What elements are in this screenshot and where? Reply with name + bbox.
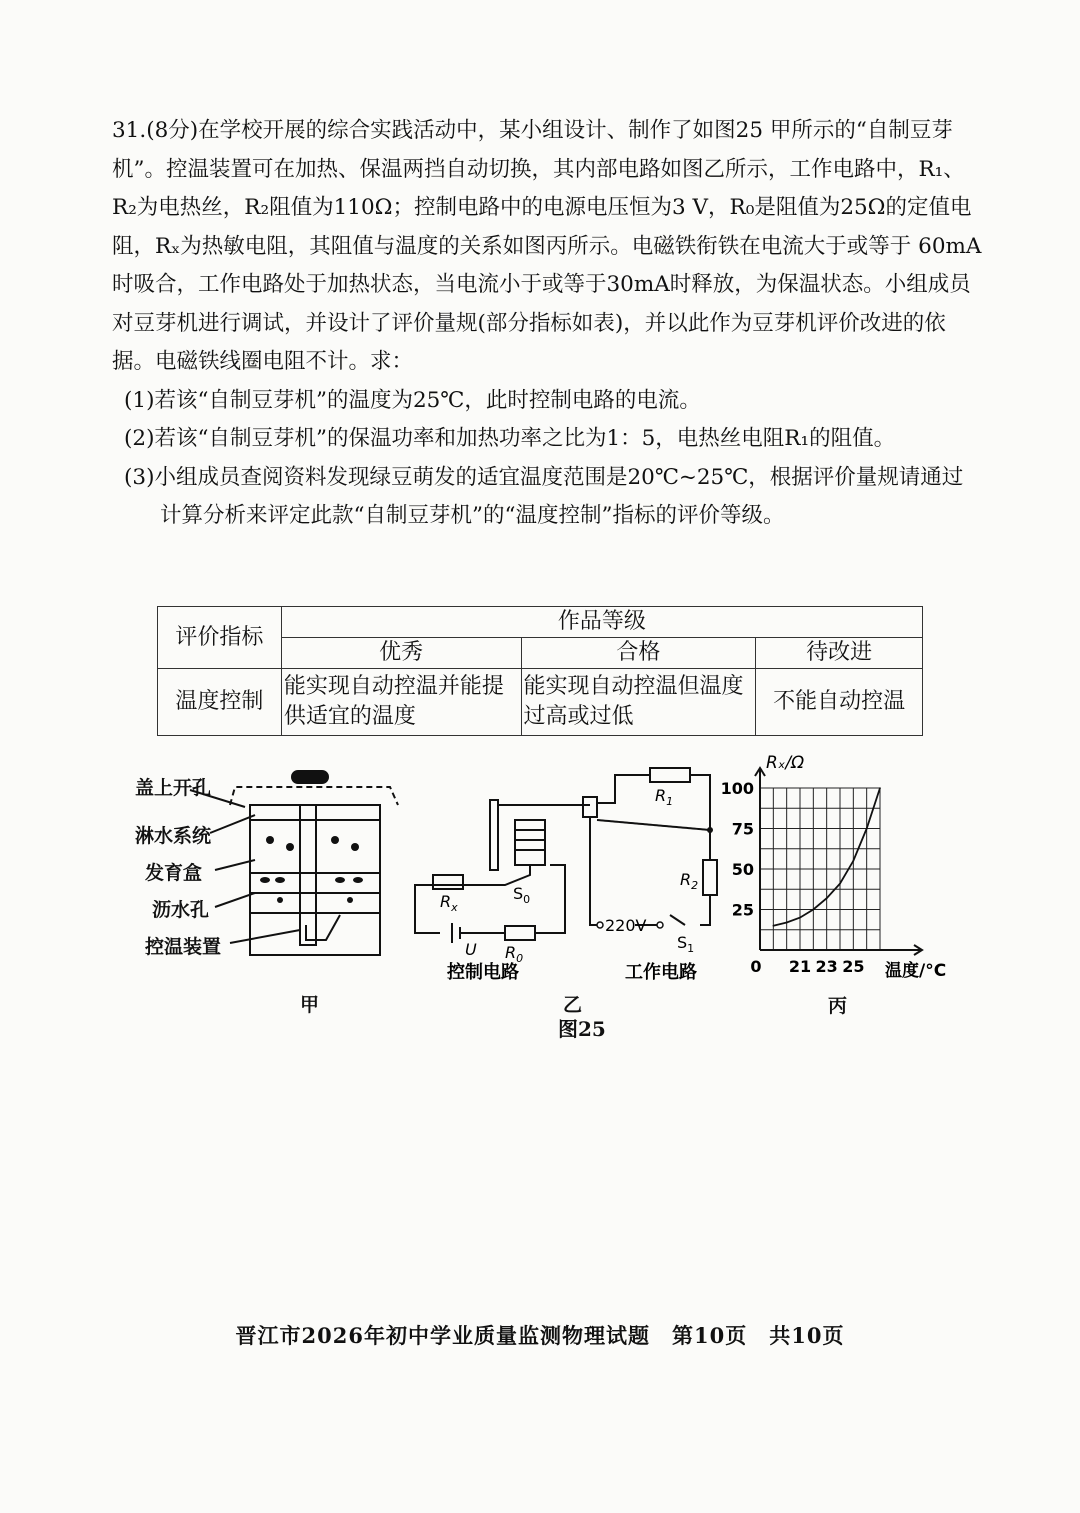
grade-excellent: 优秀: [281, 638, 521, 669]
data-point: [813, 909, 815, 911]
label-drain-hole: 沥水孔: [152, 899, 210, 921]
x-tick-label: 25: [842, 957, 865, 976]
cell-excellent: 能实现自动控温并能提供适宜的温度: [281, 669, 521, 736]
data-point: [879, 787, 881, 789]
table-row: [158, 669, 923, 736]
header-grade: 作品等级: [281, 607, 922, 638]
sprouter-drawing: [130, 765, 410, 965]
sub-question-3: (3)小组成员查阅资料发现绿豆萌发的适宜温度范围是20℃~25℃，根据评价量规请通过计算分析来评定此款“自制豆芽机”的“温度控制”指标的评价等级。: [124, 464, 964, 528]
data-point: [786, 922, 788, 924]
data-point: [853, 860, 855, 862]
data-point: [799, 917, 801, 919]
label-R0: $R_0$: [505, 943, 524, 965]
question-stem: 31.(8分)在学校开展的综合实践活动中，某小组设计、制作了如图25 甲所示的“自制豆芽机”。控温装置可在加热、保温两挡自动切换，其内部电路如图乙所示，工作电路中，R₁、R₂为电热丝，R₂阻值为110Ω；控制电路中的电源电压恒为3 V，R₀是阻值为25Ω的定值电阻，Rₓ为热敏电阻，其阻值与温度的关系如图丙所示。电磁铁衔铁在电流大于或等于 60mA时吸合，工作电路处于加热状态，当电流小于或等于30mA时释放，为保温状态。小组成员对豆芽机进行调试，并设计了评价量规(部分指标如表)，并以此作为豆芽机评价改进的依据。电磁铁线圈电阻不计。求：: [112, 118, 982, 374]
label-control-circuit: 控制电路: [447, 962, 519, 980]
label-growth-box: 发育盒: [145, 862, 203, 884]
chart-ylabel: Rₓ/Ω: [766, 753, 805, 773]
page-footer: 晋江市2026年初中学业质量监测物理试题 第10页 共10页: [235, 1323, 845, 1348]
caption-jia: 甲: [300, 994, 320, 1016]
sub-question-1: (1)若该“自制豆芽机”的温度为25℃，此时控制电路的电流。: [124, 387, 701, 413]
label-temp-device: 控温装置: [145, 936, 222, 958]
caption-bing: 丙: [828, 995, 848, 1017]
grade-improve: 待改进: [756, 638, 923, 669]
data-point: [866, 828, 868, 830]
grade-pass: 合格: [521, 638, 756, 669]
y-tick-label: 25: [731, 900, 754, 920]
label-working-circuit: 工作电路: [625, 962, 697, 980]
cell-pass: 能实现自动控温但温度过高或过低: [521, 669, 756, 736]
data-point: [773, 925, 775, 927]
data-point: [839, 883, 841, 885]
label-R1: $R_1$: [655, 786, 674, 808]
evaluation-table: [157, 606, 923, 736]
label-lid-hole: 盖上开孔: [135, 777, 212, 799]
header-index: 评价指标: [158, 607, 282, 669]
y-tick-label: 75: [731, 819, 754, 839]
y-tick-label: 100: [720, 779, 754, 798]
data-point: [826, 897, 828, 899]
y-tick-label: 50: [731, 860, 754, 879]
question-31: [112, 112, 982, 536]
chart-xlabel: 温度/°C: [885, 961, 947, 981]
figure-caption: 图25: [558, 1017, 606, 1041]
label-spray-system: 淋水系统: [135, 825, 212, 847]
label-Rx: $R_x$: [440, 892, 458, 914]
label-220V: 220V: [605, 916, 647, 935]
label-S0: $S_0$: [513, 884, 531, 906]
figure-yi: [405, 765, 735, 1025]
x-tick-label: 21: [788, 957, 812, 976]
figure-jia: [130, 765, 410, 1025]
table-row: [158, 607, 923, 638]
figure-bing: [720, 748, 970, 1018]
sub-question-2: (2)若该“自制豆芽机”的保温功率和加热功率之比为1：5，电热丝电阻R₁的阻值。: [124, 426, 896, 451]
label-U: U: [465, 940, 477, 959]
row-label: 温度控制: [158, 669, 282, 736]
label-R2: $R_2$: [680, 870, 699, 892]
resistance-temperature-chart: [720, 748, 970, 988]
x-tick-label: 23: [815, 957, 838, 976]
cell-improve: 不能自动控温: [756, 669, 923, 736]
label-S1: $S_1$: [677, 933, 695, 955]
x-tick-label: 0: [750, 957, 762, 976]
circuit-diagram: [405, 765, 735, 980]
caption-yi: 乙: [563, 994, 583, 1016]
